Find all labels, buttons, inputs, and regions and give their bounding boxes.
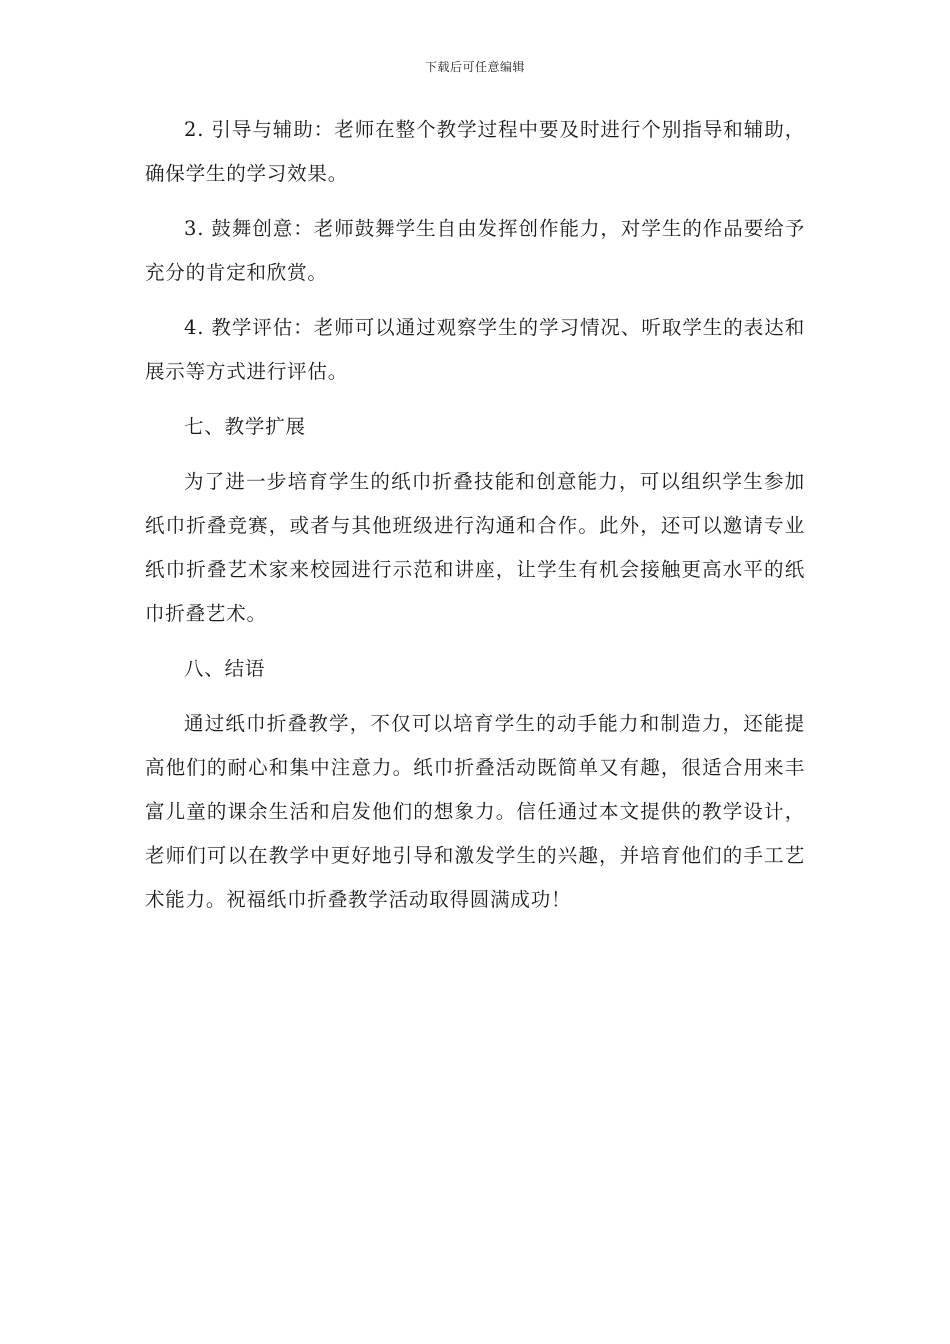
paragraph-guidance: 2. 引导与辅助：老师在整个教学过程中要及时进行个别指导和辅助，确保学生的学习效果。 bbox=[145, 118, 805, 185]
header-note: 下载后可任意编辑 bbox=[424, 60, 525, 74]
paragraph-conclusion: 通过纸巾折叠教学，不仅可以培育学生的动手能力和制造力，还能提高他们的耐心和集中注意力。纸巾折叠活动既简单又有趣，很适合用来丰富儿童的课余生活和启发他们的想象力。信任通过本文提供的教学设计，老师们可以在教学中更好地引导和激发学生的兴趣，并培育他们的手工艺术能力。祝福纸巾折叠教学活动取得圆满成功！ bbox=[145, 712, 805, 911]
section-heading-conclusion: 八、结语 bbox=[184, 657, 266, 680]
document-body bbox=[145, 108, 805, 933]
paragraph-evaluation: 4. 教学评估：老师可以通过观察学生的学习情况、听取学生的表达和展示等方式进行评估。 bbox=[145, 316, 805, 383]
paragraph-encourage-creativity: 3. 鼓舞创意：老师鼓舞学生自由发挥创作能力，对学生的作品要给予充分的肯定和欣赏。 bbox=[145, 217, 805, 284]
section-heading-extension: 七、教学扩展 bbox=[184, 415, 306, 438]
paragraph-extension: 为了进一步培育学生的纸巾折叠技能和创意能力，可以组织学生参加纸巾折叠竞赛，或者与其他班级进行沟通和合作。此外，还可以邀请专业纸巾折叠艺术家来校园进行示范和讲座，让学生有机会接触更高水平的纸巾折叠艺术。 bbox=[145, 470, 805, 625]
